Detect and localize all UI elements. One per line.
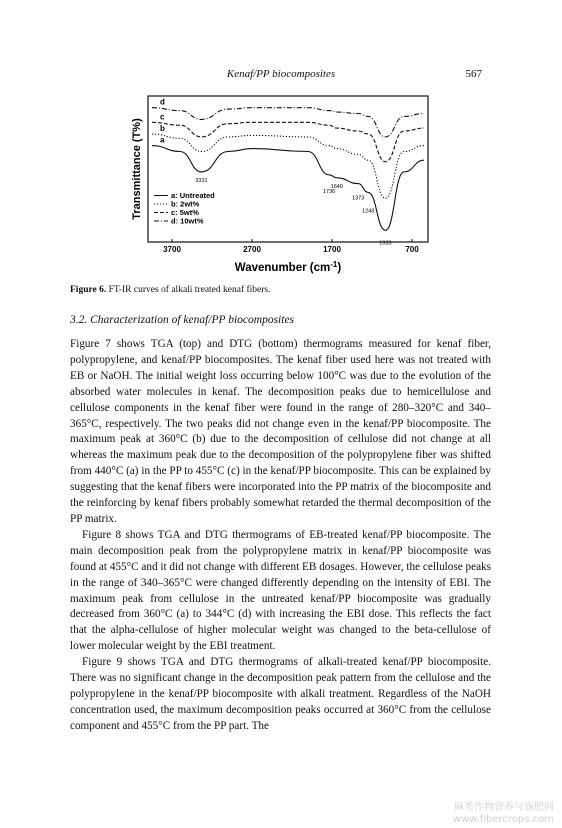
curve-label-d: d xyxy=(160,97,165,107)
annotation-layer xyxy=(195,178,391,246)
section-heading: 3.2. Characterization of kenaf/PP biocomposites xyxy=(70,314,295,326)
legend-entry-2: b: 2wt% xyxy=(171,199,200,209)
ftir-figure xyxy=(131,90,438,280)
curve-label-a: a xyxy=(160,135,165,145)
x-tick-label-1700: 1700 xyxy=(323,245,341,254)
body-text xyxy=(70,337,491,735)
peak-label-1736: 1736 xyxy=(322,188,336,195)
watermark-line-2: www.fibercrops.com xyxy=(452,814,554,825)
paragraph-2: Figure 8 shows TGA and DTG thermograms of EB-treated kenaf/PP biocomposite. The main decomposition peak from the polypropylene matrix in kenaf/PP biocomposite was found at 455°C and it did not change with different EB dosages. However, the cellulose peaks in the range of 340–365°C were changed differently depending on the intensity of EBI. The maximum peak from cellulose in the untreated kenaf/PP biocomposite was gradually decreased from 360°C (a) to 344°C (d) with increasing the EBI dose. This reflects the fact that the alpha-cellulose of higher molecular weight was changed to the beta-cellulose of lower molecular weight by the EBI treatment. xyxy=(70,528,491,653)
series-line-2 xyxy=(152,122,424,161)
y-axis-label: Transmittance (T%) xyxy=(131,118,143,220)
watermark-line-1: 麻类作物营养与施肥网 xyxy=(454,802,554,813)
x-tick-label-3700: 3700 xyxy=(163,245,181,254)
ftir-chart xyxy=(131,90,438,280)
page-number: 567 xyxy=(465,68,482,80)
curve-label-b: b xyxy=(160,124,165,133)
peak-label-1640: 1640 xyxy=(330,183,343,190)
peak-label-1373: 1373 xyxy=(352,195,365,202)
legend xyxy=(154,191,215,226)
figure-caption xyxy=(70,285,500,295)
curve-label-c: c xyxy=(160,112,165,122)
legend-entry-1: a: Untreated xyxy=(171,191,215,200)
curve-label-layer xyxy=(160,98,165,145)
x-axis-label: Wavenumber $(cm^{-1})$ xyxy=(234,260,342,274)
watermark xyxy=(453,802,554,826)
caption-label: Figure 6. xyxy=(70,285,107,295)
peak-label-1248: 1248 xyxy=(362,208,375,215)
x-tick-label-700: 700 xyxy=(405,245,419,254)
peak-label-3331: 3331 xyxy=(195,177,208,184)
legend-entry-4: d: 10wt% xyxy=(171,216,204,226)
peak-label-1033: 1033 xyxy=(379,240,392,247)
running-title: Kenaf/PP biocomposites xyxy=(226,68,336,80)
x-tick-label-2700: 2700 xyxy=(243,245,261,254)
paragraph-3: Figure 9 shows TGA and DTG thermograms of alkali-treated kenaf/PP biocomposite. There was no significant change in the decomposition peak pattern from the cellulose and the polypropylene in the kenaf/PP biocomposite with alkali treatment. Regardless of the NaOH concentration used, the maximum decomposition peaks occurred at 360°C from the cellulose component and 455°C from the PP part. The xyxy=(70,656,491,732)
caption-text: FT-IR curves of alkali treated kenaf fibers. xyxy=(106,285,271,295)
legend-entry-3: c: 5wt% xyxy=(171,208,199,217)
paragraph-1: Figure 7 shows TGA (top) and DTG (bottom) thermograms measured for kenaf fiber, polypropylene, and kenaf/PP biocomposites. The kenaf fiber used here was not treated with EB or NaOH. The initial weight loss occurring below 100°C was due to the evolution of the absorbed water molecules in kenaf. The decomposition peaks due to hemicellulose and cellulose components in the kenaf fiber were found in the range of 280–320°C and 340–365°C, respectively. The two peaks did not change even in the kenaf/PP biocomposite. The maximum peak at 360°C (b) due to the decomposition of cellulose did not change at all whereas the maximum peak due to the decomposition of the polypropylene fiber was shifted from 440°C (a) in the PP to 455°C (c) in the kenaf/PP biocomposite. This can be explained by suggesting that the kenaf fibers were incorporated into the PP matrix of the biocomposite and the reinforcing by kenaf fibers probably somewhat retarded the thermal decomposition of the PP matrix. xyxy=(70,338,491,525)
